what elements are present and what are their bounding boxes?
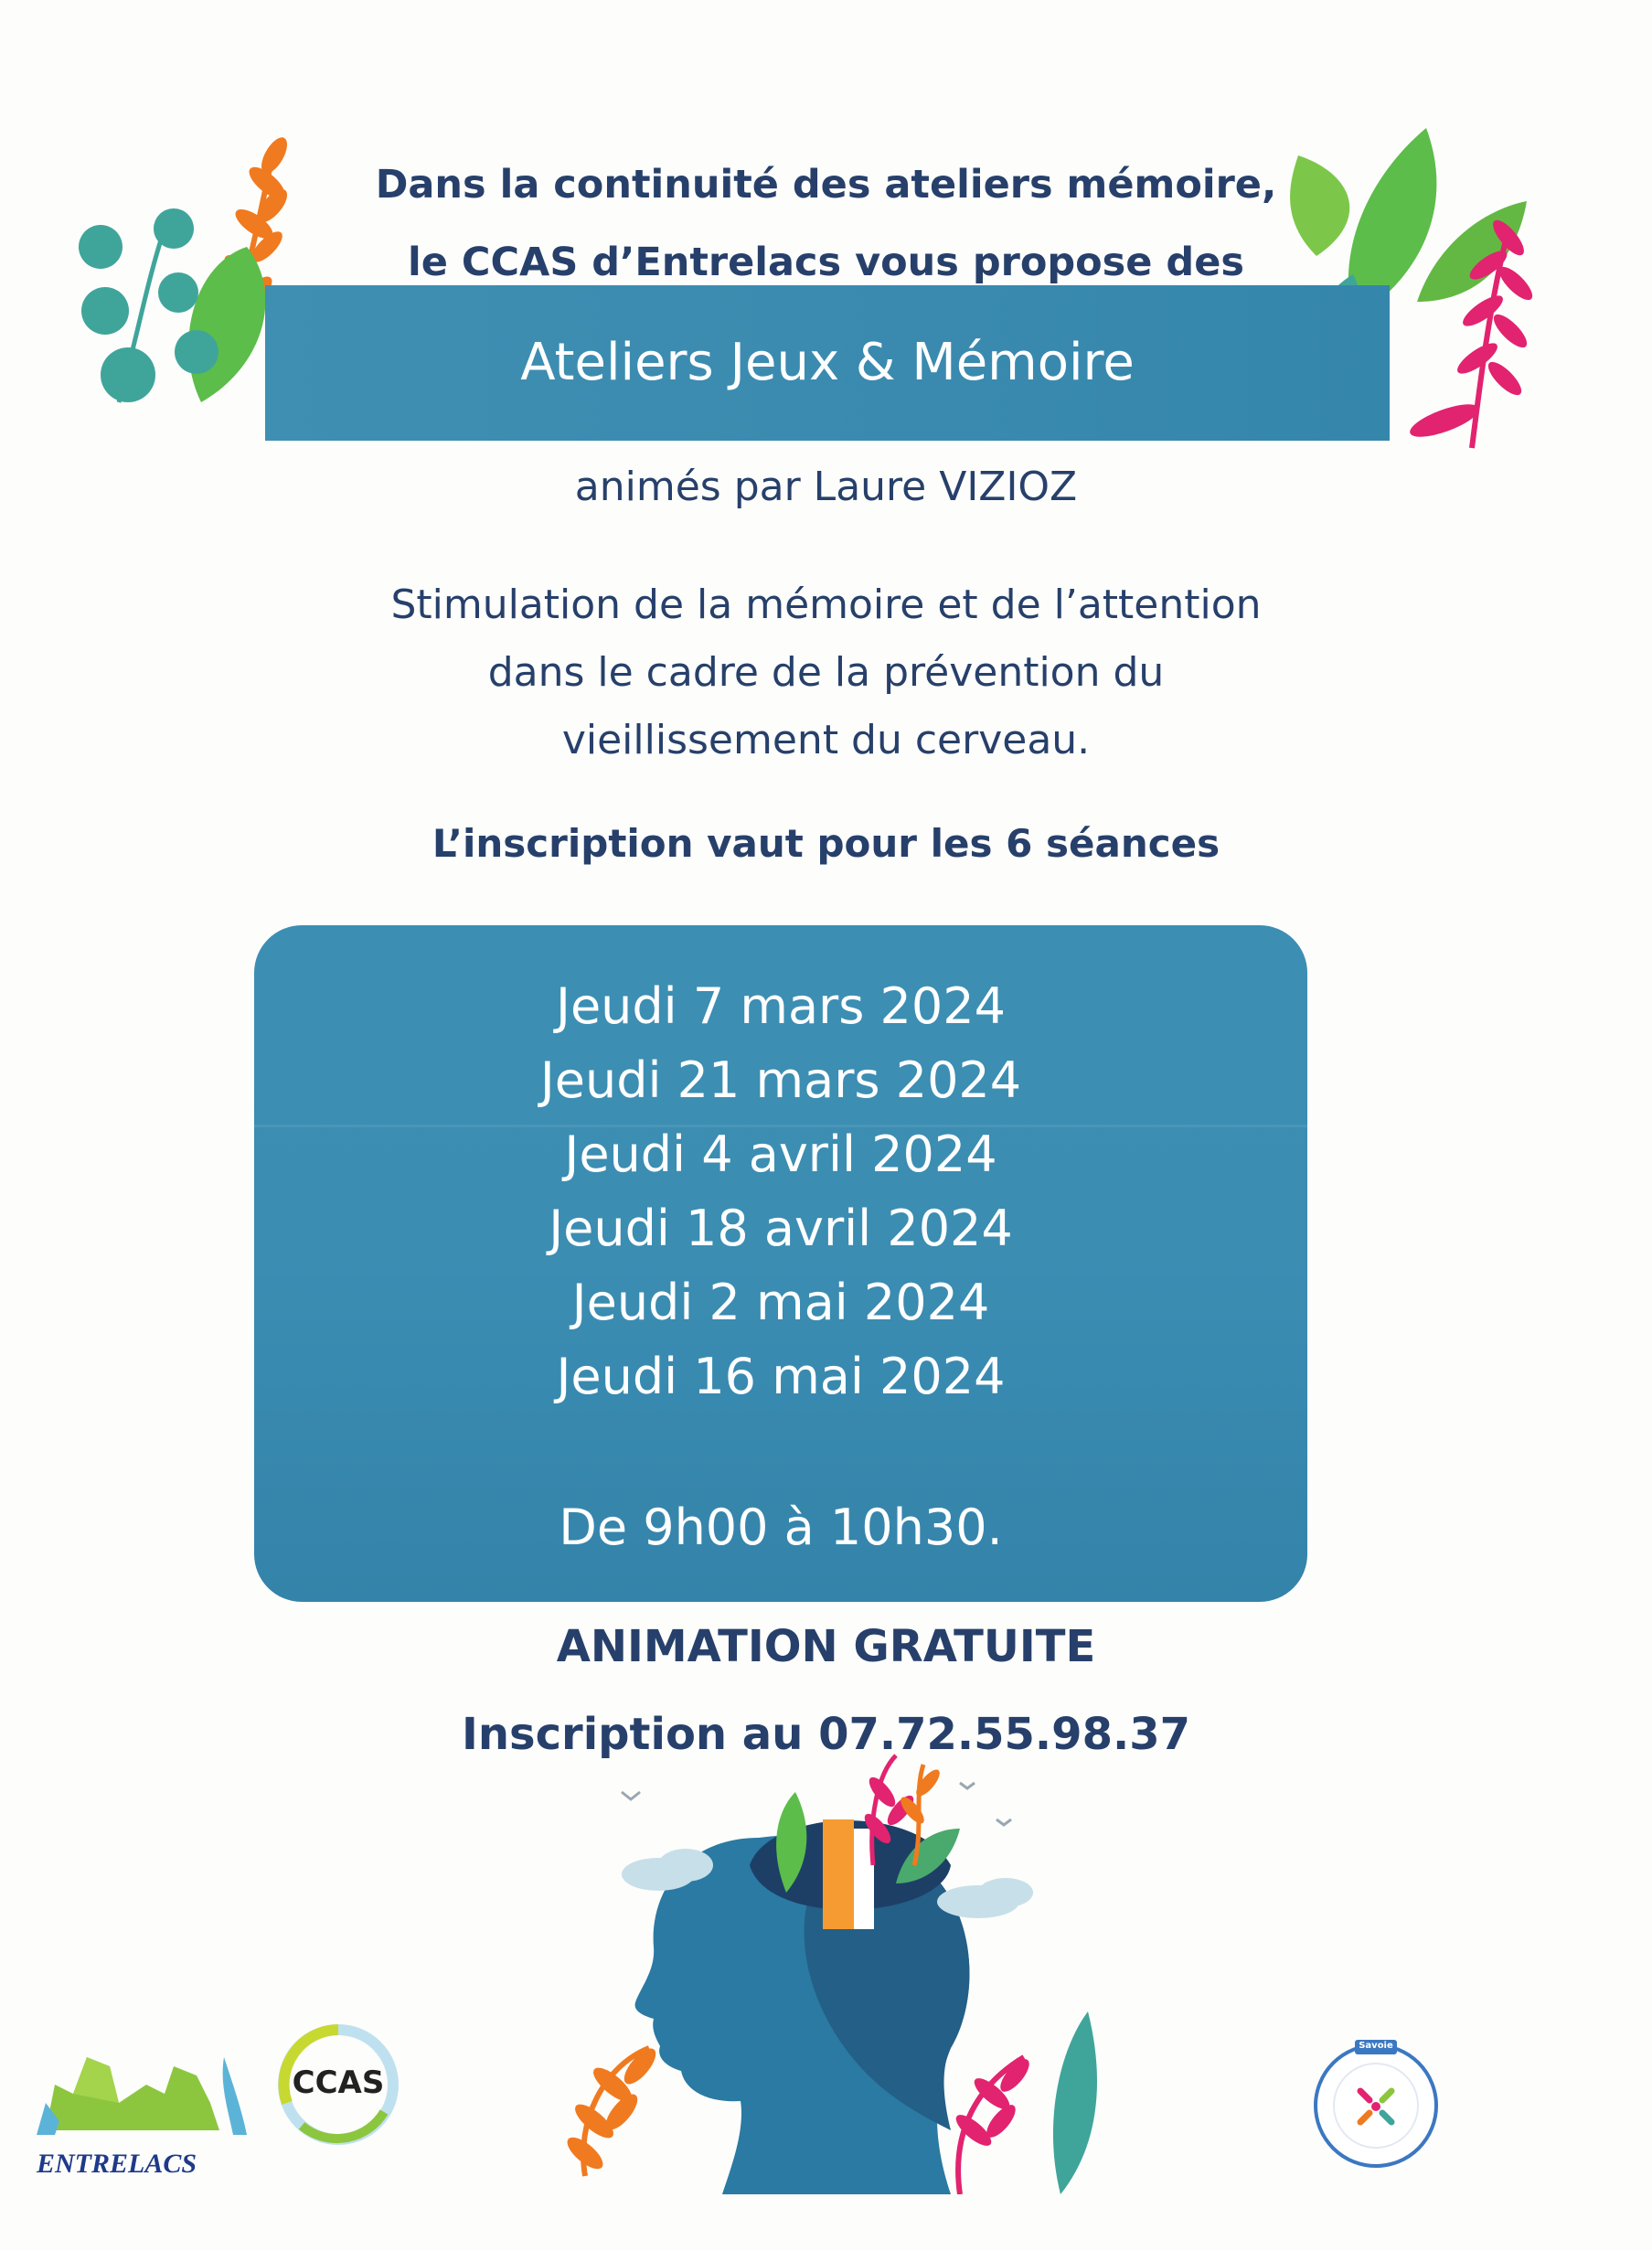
head-illustration-icon bbox=[549, 1737, 1115, 2194]
date-item: Jeudi 21 mars 2024 bbox=[539, 1051, 1022, 1109]
animator-line: animés par Laure VIZIOZ bbox=[574, 464, 1078, 510]
free-animation-label: ANIMATION GRATUITE bbox=[556, 1621, 1096, 1672]
description-line-1: Stimulation de la mémoire et de l’attention bbox=[390, 581, 1262, 628]
intro-line-2: le CCAS d’Entrelacs vous propose des bbox=[408, 240, 1244, 285]
conference-top-label: Savoie bbox=[1359, 2041, 1393, 2051]
entrelacs-label: ENTRELACS bbox=[37, 2149, 197, 2179]
date-item: Jeudi 4 avril 2024 bbox=[564, 1126, 997, 1183]
description bbox=[0, 571, 1652, 774]
registration-note: L’inscription vaut pour les 6 séances bbox=[432, 821, 1220, 866]
ccas-label: CCAS bbox=[292, 2064, 385, 2101]
intro-text bbox=[0, 146, 1652, 302]
entrelacs-map-icon bbox=[37, 2030, 256, 2139]
registration-phone: Inscription au 07.72.55.98.37 bbox=[462, 1709, 1190, 1760]
entrelacs-logo bbox=[37, 2030, 256, 2185]
conference-badge-icon bbox=[1307, 2034, 1444, 2171]
intro-line-1: Dans la continuité des ateliers mémoire, bbox=[375, 162, 1277, 208]
description-line-3: vieillissement du cerveau. bbox=[561, 717, 1091, 763]
conference-financeurs-badge bbox=[1307, 2034, 1444, 2171]
date-item: Jeudi 7 mars 2024 bbox=[556, 977, 1006, 1035]
hours-text: De 9h00 à 10h30. bbox=[559, 1499, 1003, 1556]
date-item: Jeudi 2 mai 2024 bbox=[571, 1274, 990, 1331]
date-item: Jeudi 18 avril 2024 bbox=[549, 1200, 1013, 1257]
description-line-2: dans le cadre de la prévention du bbox=[487, 649, 1165, 696]
ccas-logo bbox=[274, 2021, 402, 2149]
date-item: Jeudi 16 mai 2024 bbox=[556, 1348, 1006, 1405]
banner-title: Ateliers Jeux & Mémoire bbox=[520, 333, 1135, 392]
